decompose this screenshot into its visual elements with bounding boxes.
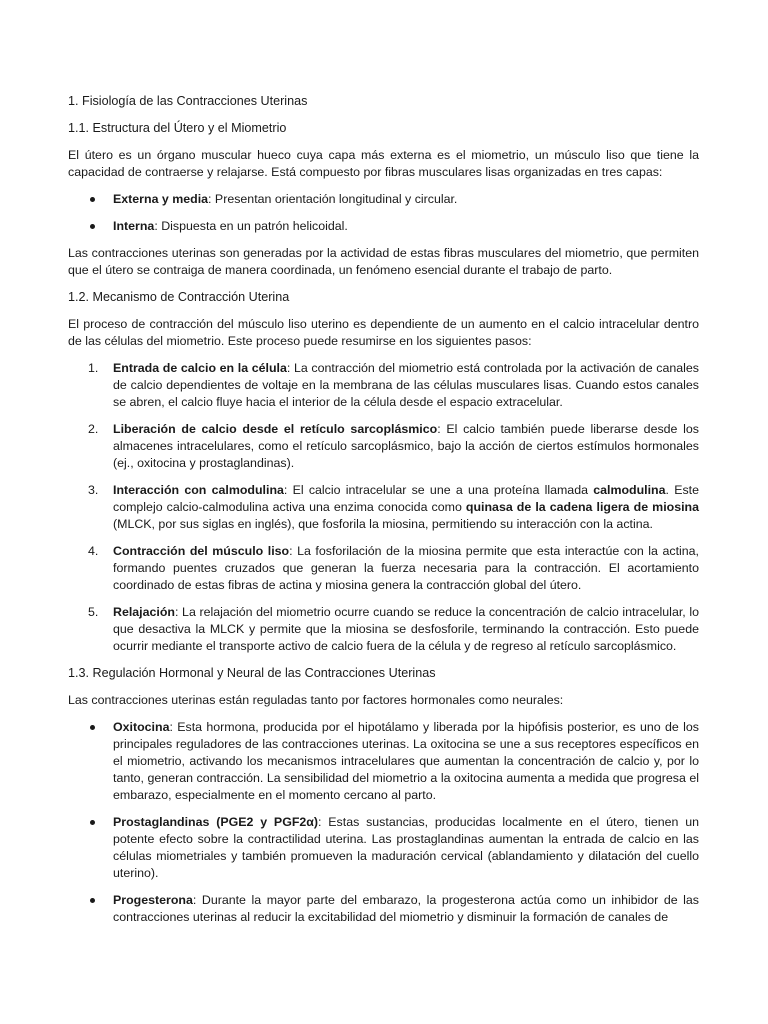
paragraph: El útero es un órgano muscular hueco cuya capa más externa es el miometrio, un músculo liso que tiene la capacidad de contraerse y relajarse. Está compuesto por fibras musculares lisas organizadas en tres capas: xyxy=(68,148,699,179)
section-heading-1-3: 1.3. Regulación Hormonal y Neural de las Contracciones Uterinas xyxy=(68,666,436,680)
section-heading-1-2: 1.2. Mecanismo de Contracción Uterina xyxy=(68,290,290,304)
bullet-icon xyxy=(90,725,95,730)
list-item: Externa y media: Presentan orientación longitudinal y circular. xyxy=(68,191,699,208)
list-item: 1. Entrada de calcio en la célula: La contracción del miometrio está controlada por la activación de canales de calcio dependientes de voltaje en la membrana de las células musculares lisas. Cuando estos canales se abren, el calcio fluye hacia el interior de la célula desde el espacio extracelular. xyxy=(88,361,699,409)
numbered-list-pasos xyxy=(68,360,699,655)
list-item: 2. Liberación de calcio desde el retículo sarcoplásmico: El calcio también puede liberarse desde los almacenes intracelulares, como el retículo sarcoplásmico, bajo la acción de ciertos estímulos hormonales (ej., oxitocina y prostaglandinas). xyxy=(88,422,699,470)
paragraph: El proceso de contracción del músculo liso uterino es dependiente de un aumento en el calcio intracelular dentro de las células del miometrio. Este proceso puede resumirse en los siguientes pasos: xyxy=(68,317,699,348)
bullet-list-regulacion xyxy=(68,719,699,930)
document-title: 1. Fisiología de las Contracciones Uterinas xyxy=(68,94,308,108)
list-item: 4. Contracción del músculo liso: La fosforilación de la miosina permite que esta interactúe con la actina, formando puentes cruzados que generan la fuerza necesaria para la contracción. El acortamiento coordinado de estas fibras de actina y miosina genera la contracción global del útero. xyxy=(88,544,699,592)
paragraph: Las contracciones uterinas son generadas por la actividad de estas fibras musculares del miometrio, que permiten que el útero se contraiga de manera coordinada, un fenómeno esencial durante el trabajo de parto. xyxy=(68,246,699,277)
bullet-icon xyxy=(90,197,95,202)
bullet-icon xyxy=(90,224,95,229)
list-item: 3. Interacción con calmodulina: El calcio intracelular se une a una proteína llamada calmodulina. Este complejo calcio-calmodulina activa una enzima conocida como quinasa de la cadena ligera de miosina (MLCK, por sus siglas en inglés), que fosforila la miosina, permitiendo su interacción con la actina. xyxy=(88,483,699,531)
bullet-icon xyxy=(90,820,95,825)
list-item: Oxitocina: Esta hormona, producida por el hipotálamo y liberada por la hipófisis posterior, es uno de los principales reguladores de las contracciones uterinas. La oxitocina se une a sus receptores específicos en el miometrio, activando los mecanismos intracelulares que aumentan la concentración de calcio y, por lo tanto, generan contracción. La sensibilidad del miometrio a la oxitocina aumenta a medida que progresa el embarazo, especialmente en el momento cercano al parto. xyxy=(68,719,699,804)
list-item: 5. Relajación: La relajación del miometrio ocurre cuando se reduce la concentración de calcio intracelular, lo que desactiva la MLCK y permite que la miosina se desfosforile, terminando la contracción. Esto puede ocurrir mediante el transporte activo de calcio fuera de la célula y de regreso al retículo sarcoplásmico. xyxy=(88,605,699,653)
section-heading-1-1: 1.1. Estructura del Útero y el Miometrio xyxy=(68,121,287,135)
list-item: Progesterona: Durante la mayor parte del embarazo, la progesterona actúa como un inhibidor de las contracciones uterinas al reducir la excitabilidad del miometrio y disminuir la formación de canales de xyxy=(68,892,699,930)
list-item: Prostaglandinas (PGE2 y PGF2α): Estas sustancias, producidas localmente en el útero, tienen un potente efecto sobre la contractilidad uterina. Las prostaglandinas aumentan la entrada de calcio en las células miometriales y también promueven la maduración cervical (ablandamiento y dilatación del cuello uterino). xyxy=(68,814,699,882)
list-item: Interna: Dispuesta en un patrón helicoidal. xyxy=(68,218,699,235)
bullet-list-capas xyxy=(68,191,699,235)
bullet-icon xyxy=(90,898,95,903)
paragraph: Las contracciones uterinas están reguladas tanto por factores hormonales como neurales: xyxy=(68,693,564,707)
